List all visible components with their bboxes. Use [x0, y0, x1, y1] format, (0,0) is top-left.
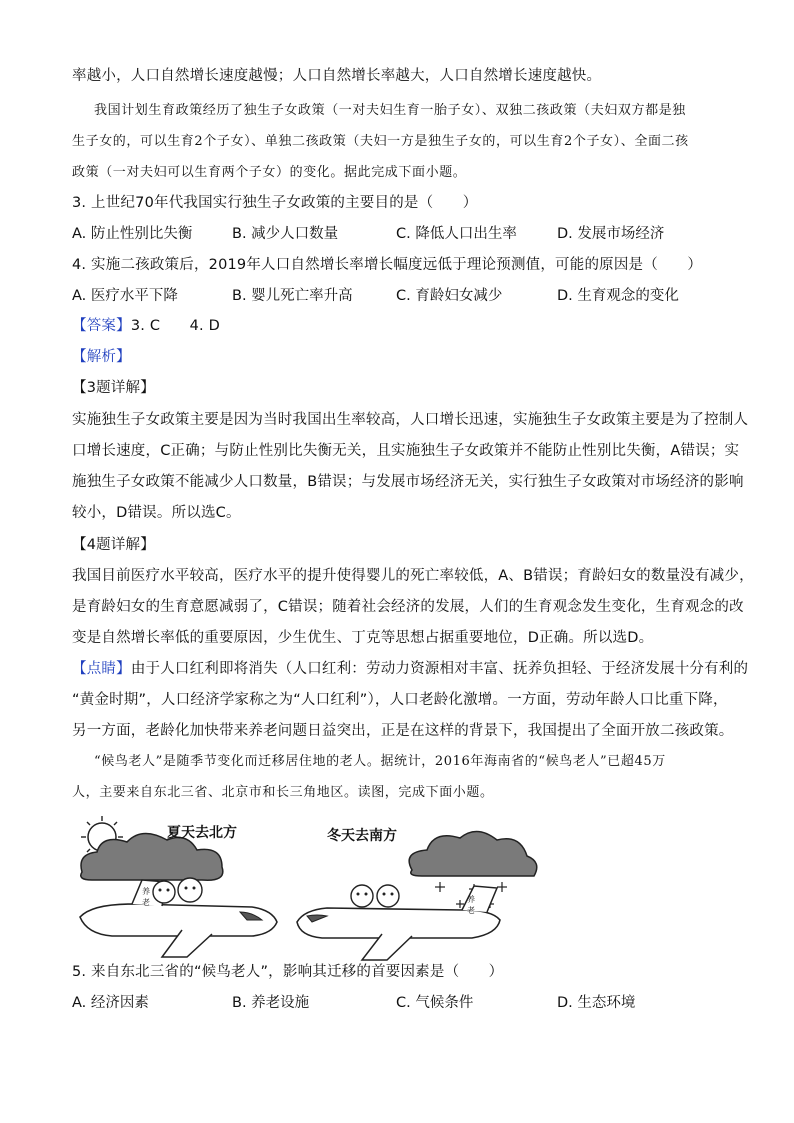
- intro-line: 政策（一对夫妇可以生育两个子女）的变化。据此完成下面小题。: [72, 165, 467, 180]
- intro-line: 我国计划生育政策经历了独生子女政策（一对夫妇生育一胎子女）、双独二孩政策（夫妇双方都是独: [94, 103, 686, 118]
- plane-label: 老: [142, 898, 150, 907]
- q4-option-d: D. 生育观念的变化: [557, 288, 679, 304]
- comment-line: “黄金时期”，人口经济学家称之为“人口红利”），人口老龄化激增。一方面，劳动年龄人口比重下降，: [72, 692, 728, 708]
- comment-text: 由于人口红利即将消失（人口红利：劳动力资源相对丰富、抚养负担轻、于经济发展十分有利的: [130, 661, 749, 677]
- detail-4-line: 变是自然增长率低的重要原因，少生优生、丁克等思想占据重要地位，D正确。所以选D。: [72, 630, 654, 646]
- detail-3-line: 施独生子女政策不能减少人口数量，B错误；与发展市场经济无关，实行独生子女政策对市场经济的影响: [72, 474, 744, 490]
- comment-label: 【点睛】: [72, 661, 131, 677]
- answer-line: [72, 316, 220, 336]
- airplane-icon: [297, 885, 500, 960]
- q5-option-d: D. 生态环境: [557, 995, 636, 1011]
- intro-line: “候鸟老人”是随季节变化而迁移居住地的老人。据统计，2016年海南省的“候鸟老人”已超45万: [94, 754, 666, 769]
- answer-text: 3. C 4. D: [130, 318, 220, 334]
- q4-option-b: B. 婴儿死亡率升高: [232, 288, 353, 304]
- q5-option-a: A. 经济因素: [72, 995, 149, 1011]
- text-line: 率越小，人口自然增长速度越慢；人口自然增长率越大，人口自然增长速度越快。: [72, 68, 602, 84]
- detail-3-line: 实施独生子女政策主要是因为当时我国出生率较高，人口增长迅速，实施独生子女政策主要是为了控制人: [72, 412, 749, 428]
- detail-4-line: 是育龄妇女的生育意愿减弱了，C错误；随着社会经济的发展，人们的生育观念发生变化，生育观念的改: [72, 599, 744, 615]
- cartoon-figure: [72, 812, 542, 962]
- q5-option-c: C. 气候条件: [396, 995, 474, 1011]
- migratory-elderly-illustration: [72, 812, 542, 962]
- intro-line: 生子女的，可以生育2个子女）、单独二孩政策（夫妇一方是独生子女的，可以生育2个子女）、全面二孩: [72, 134, 689, 149]
- left-caption: 夏天去北方: [167, 825, 237, 841]
- q3-option-c: C. 降低人口出生率: [396, 226, 517, 242]
- detail-4-line: 我国目前医疗水平较高，医疗水平的提升使得婴儿的死亡率较低，A、B错误；育龄妇女的数量没有减少，: [72, 568, 754, 584]
- comment-line: 另一方面，老龄化加快带来养老问题日益突出，正是在这样的背景下，我国提出了全面开放二孩政策。: [72, 723, 734, 739]
- right-caption: 冬天去南方: [327, 828, 397, 844]
- plane-label: 养: [467, 895, 475, 904]
- cloud-icon: [409, 831, 537, 876]
- question-4-stem: 4. 实施二孩政策后，2019年人口自然增长率增长幅度远低于理论预测值，可能的原因是（ ）: [72, 257, 703, 273]
- plane-label: 养: [142, 887, 150, 896]
- q5-option-b: B. 养老设施: [232, 995, 310, 1011]
- question-5-stem: 5. 来自东北三省的“候鸟老人”，影响其迁移的首要因素是（ ）: [72, 964, 504, 980]
- q3-option-d: D. 发展市场经济: [557, 226, 665, 242]
- detail-3-line: 口增长速度，C正确；与防止性别比失衡无关，且实施独生子女政策并不能防止性别比失衡，A错误；实: [72, 443, 740, 459]
- plane-label: 老: [467, 906, 475, 915]
- passenger-icon: [178, 878, 202, 902]
- question-3-stem: 3. 上世纪70年代我国实行独生子女政策的主要目的是（ ）: [72, 195, 478, 211]
- q4-option-a: A. 医疗水平下降: [72, 288, 178, 304]
- detail-3-line: 较小，D错误。所以选C。: [72, 505, 241, 521]
- intro-line: 人，主要来自东北三省、北京市和长三角地区。读图，完成下面小题。: [72, 785, 494, 800]
- passenger-icon: [377, 885, 399, 907]
- q3-option-b: B. 减少人口数量: [232, 226, 339, 242]
- analysis-label: 【解析】: [72, 349, 131, 365]
- airplane-icon: [80, 878, 277, 957]
- detail-4-label: 【4题详解】: [72, 537, 155, 553]
- comment-line: [72, 659, 748, 679]
- q4-option-c: C. 育龄妇女减少: [396, 288, 503, 304]
- passenger-icon: [153, 881, 175, 903]
- passenger-icon: [351, 885, 373, 907]
- answer-label: 【答案】: [72, 318, 131, 334]
- detail-3-label: 【3题详解】: [72, 380, 155, 396]
- q3-option-a: A. 防止性别比失衡: [72, 226, 193, 242]
